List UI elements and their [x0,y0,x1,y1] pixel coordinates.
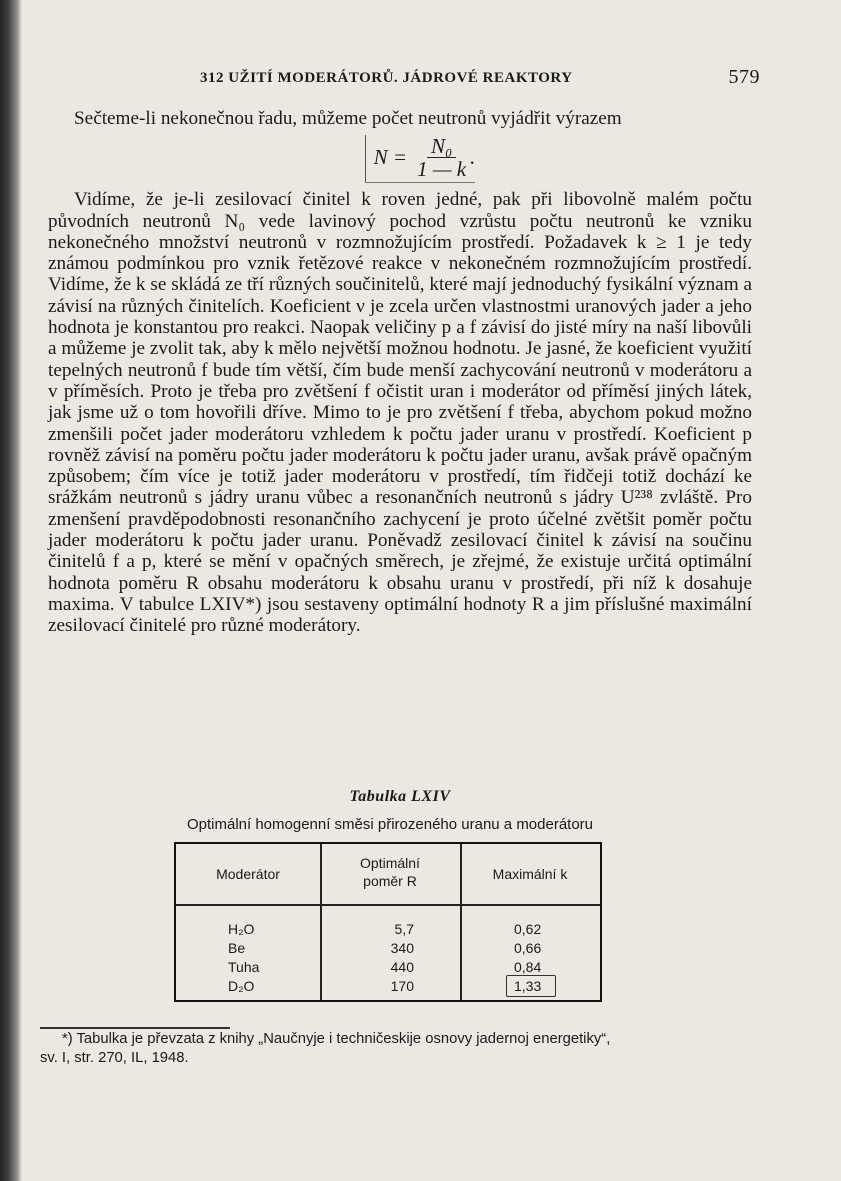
formula-denominator: 1 — k [417,157,467,182]
intro-sentence: Sečteme-li nekonečnou řadu, můžeme počet neutronů vyjádřit výrazem [74,108,622,129]
table-header-divider [176,904,600,906]
table-cell: 5,7 [394,921,414,937]
table-cell: Tuha [228,959,260,975]
header-ratio-line2: poměr R [363,873,417,889]
table-cell: 170 [390,978,414,994]
table-frame [174,842,602,1002]
footnote-line2: sv. I, str. 270, IL, 1948. [40,1050,189,1066]
table-cell: Be [228,940,246,956]
running-header [200,66,760,92]
table-cell: 440 [390,959,414,975]
body-paragraph: Vidíme, že je-li zesilovací činitel k roven jedné, pak při libovolně malém počtu původních neutronů N₀ vede lavinový pochod vzrůstu počtu neutronů ke vzniku nekonečného množství neutronů v rozmnožujícím prostředí. Požadavek k ≥ 1 je tedy známou podmínkou pro vznik řetězové reakce v nekonečném rozmnožujícím prostředí. Vidíme, že k se skládá ze tří různých součinitelů, které mají jednoduchý fysikální význam a závisí na různých činitelích. Koeficient ν je zcela určen vlastnostmi uranových jader a jeho hodnota je konstantou pro reakci. Naopak veličiny p a f závisí do jisté míry na naší libovůli a můžeme je zvolit tak, aby k mělo největší možnou hodnotu. Je jasné, že koeficient využití tepelných neutronů f bude tím větší, čím bude menší zachycování neutronů v moderátoru a v příměsích. Proto je třeba pro zvětšení f očistit uran i moderátor od příměsí jiných látek, jak jsme už o tom hovořili dříve. Mimo to je pro zvětšení f třeba, abychom pokud možno zmenšili počet jader moderátoru vzhledem k počtu jader uranu v prostředí. Koeficient p rovněž závisí na poměru počtu jader moderátoru k počtu jader uranu, avšak právě opačným způsobem; čím více je totiž jader moderátoru v prostředí, tím řidčeji totiž dochází ke srážkám neutronů s jádry uranu vůbec a resonančních neutronů s jádry U²³⁸ zvláště. Pro zmenšení pravděpodobnosti resonančního zachycení je proto účelné zvětšit poměr počtu jader moderátoru k počtu jader uranu. Poněvadž zesilovací činitel k závisí na součinu činitelů f a p, které se mění v opačných směrech, je zřejmé, že existuje určitá optimální hodnota poměru R obsahu moderátoru k obsahu uranu v prostředí, při níž k dosahuje maxima. V tabulce LXIV*) jsou sestaveny optimální hodnoty R a jim příslušné maximální zesilovací činitelé pro různé moderátory. [48,189,752,637]
header-ratio-line1: Optimální [360,855,420,871]
running-header-title: 312 UŽITÍ MODERÁTORŮ. JÁDROVÉ REAKTORY [200,70,573,86]
footnote-line1: *) Tabulka je převzata z knihy „Naučnyje i techničeskije osnovy jadernoj energetiky“, [62,1031,611,1047]
formula-fraction [413,135,470,180]
main-text [48,108,752,637]
header-moderator: Moderátor [216,866,280,882]
table-caption: Optimální homogenní směsi přirozeného uranu a moderátoru [186,816,594,833]
formula-numerator: N₀ [427,135,456,158]
footnote-rule [40,1027,230,1029]
table-cell: 340 [390,940,414,956]
table-cell: 1,33 [514,978,542,994]
column-ratio [368,920,414,996]
table-lxiv [140,788,640,994]
table-cell: 0,66 [514,940,542,956]
table-cell: H₂O [228,921,255,937]
neutron-count-formula [365,135,476,183]
table-cell: 0,62 [514,921,542,937]
column-moderator [228,920,259,996]
table-cell: 0,84 [514,959,542,975]
table-cell: D₂O [228,978,255,994]
handwritten-box-mark [506,975,556,997]
header-max-k: Maximální k [492,866,568,882]
formula-lhs: N = [373,145,408,170]
header-ratio [320,854,460,890]
table-title: Tabulka LXIV [349,788,451,805]
formula-block [48,129,752,189]
footnote [40,1030,760,1068]
page-number: 579 [728,66,760,88]
formula-trail: . [470,145,476,170]
